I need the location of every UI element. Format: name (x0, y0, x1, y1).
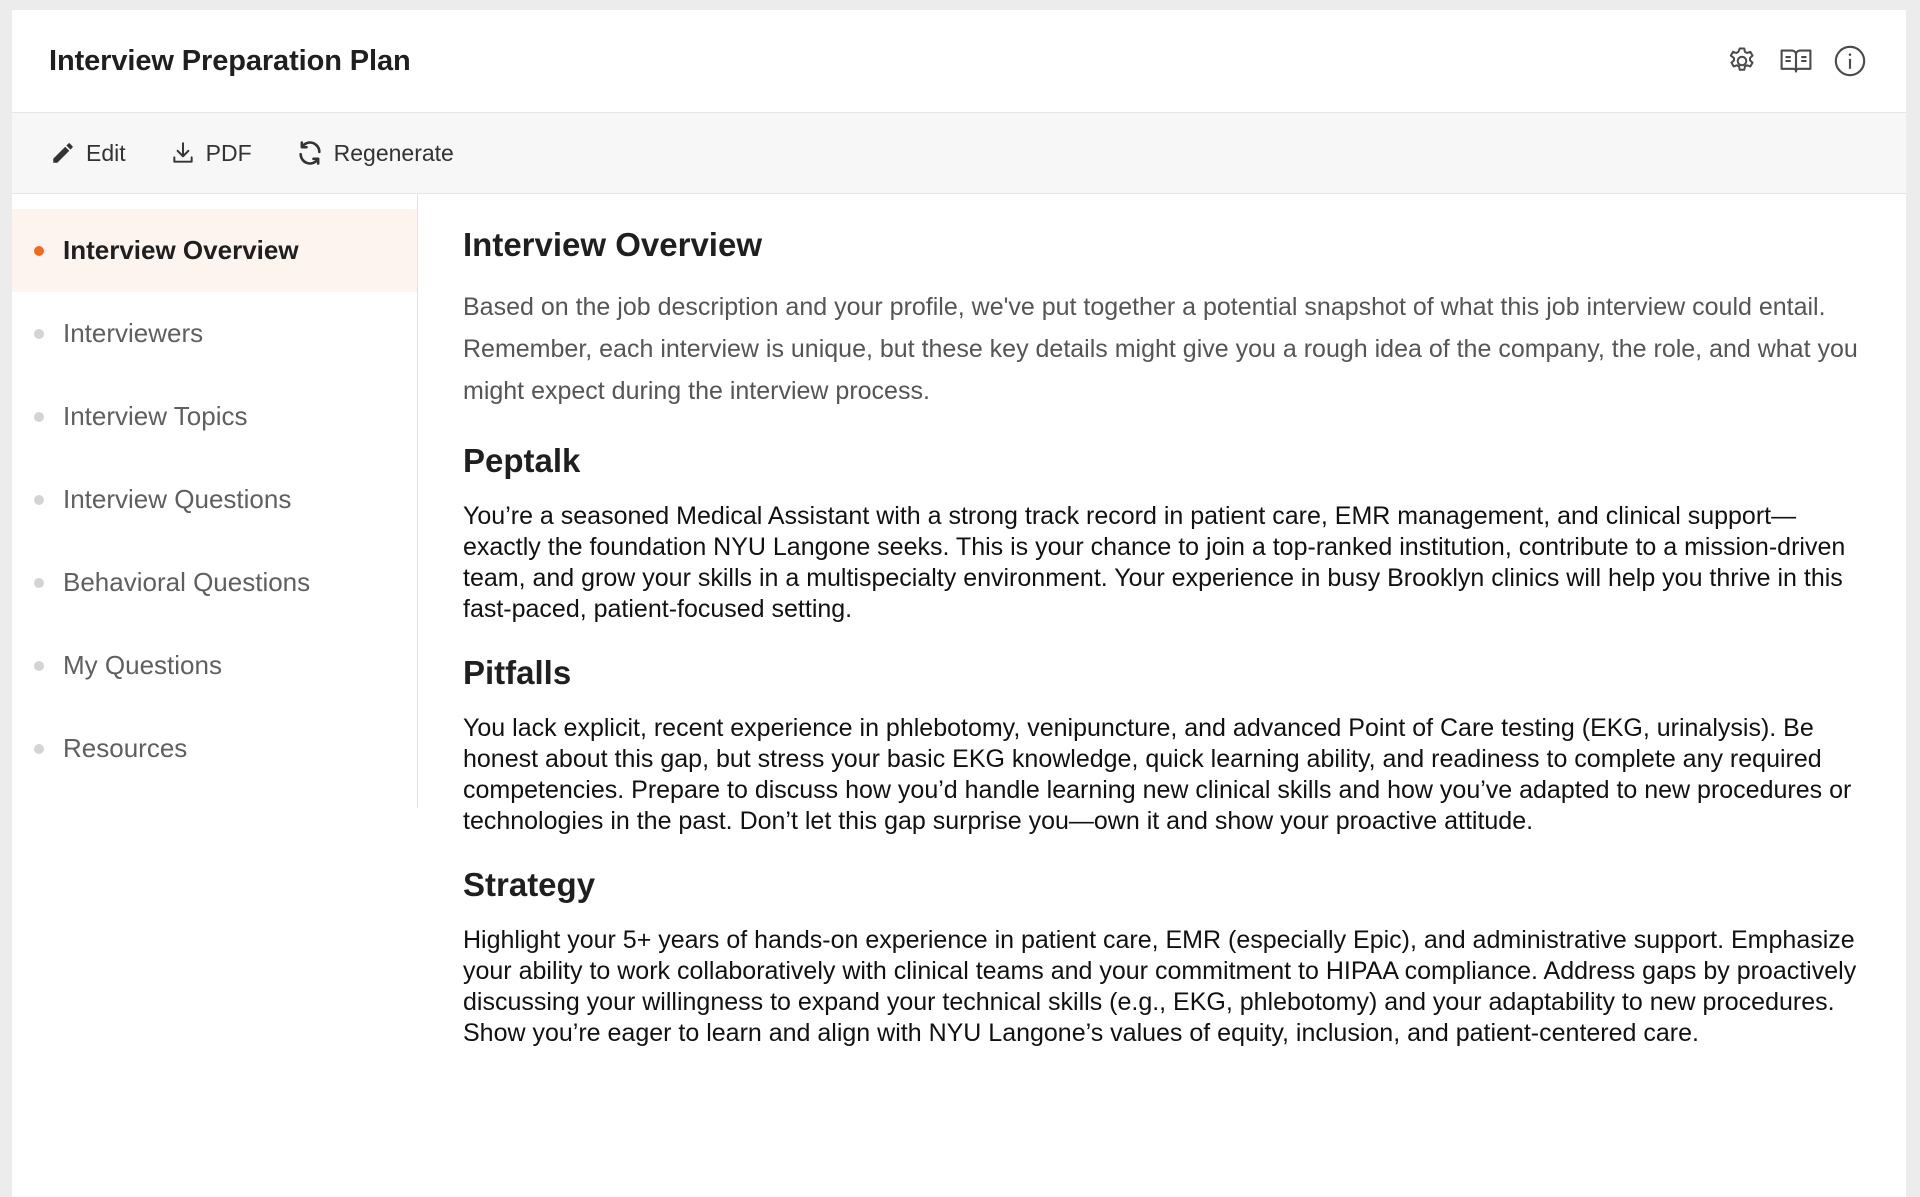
sidebar-item-interview-topics[interactable] (12, 375, 417, 458)
sidebar-item-label: Interviewers (63, 318, 204, 348)
sidebar-item-label: Interview Questions (63, 484, 292, 514)
sidebar-item-my-questions[interactable] (12, 624, 417, 707)
sidebar-item-interview-overview[interactable] (12, 209, 417, 292)
bullet-dot-icon (34, 246, 44, 256)
strategy-heading: Strategy (463, 866, 596, 903)
pdf-label: PDF (205, 139, 252, 166)
intro-text: Based on the job description and your profile, we've put together a potential snapshot of what this job interview could entail. Remember, each interview is unique, but these key details might give you a rough idea of the company, the role, and what you might expect during the interview process. (463, 293, 1858, 405)
sidebar-item-label: Interview Overview (63, 235, 299, 265)
header (12, 10, 1906, 113)
regenerate-button[interactable] (296, 139, 454, 167)
toolbar (12, 113, 1906, 194)
gear-icon[interactable] (1724, 43, 1760, 79)
main-content (418, 194, 1906, 1196)
peptalk-body: You’re a seasoned Medical Assistant with a strong track record in patient care, EMR management, and clinical support—exactly the foundation NYU Langone seeks. This is your chance to join a top-ranked institution, contribute to a mission-driven team, and grow your skills in a multispecialty environment. Your experience in busy Brooklyn clinics will help you thrive in this fast-paced, patient-focused setting. (463, 502, 1846, 623)
strategy-body: Highlight your 5+ years of hands-on experience in patient care, EMR (especially Epic), and administrative support. Emphasize your ability to work collaboratively with clinical teams and your commitment to HIPAA compliance. Address gaps by proactively discussing your willingness to expand your technical skills (e.g., EKG, phlebotomy) and your adaptability to new procedures. Show you’re eager to learn and align with NYU Langone’s values of equity, inclusion, and patient-centered care. (463, 926, 1857, 1047)
pencil-icon (50, 140, 76, 166)
body (12, 194, 1906, 1196)
sidebar-item-interviewers[interactable] (12, 292, 417, 375)
page-title: Interview Preparation Plan (49, 44, 411, 77)
edit-label: Edit (86, 139, 126, 166)
sidebar (12, 194, 418, 808)
sidebar-item-label: Behavioral Questions (63, 567, 311, 597)
bullet-dot-icon (34, 412, 44, 422)
header-icons (1724, 43, 1868, 79)
section-title: Interview Overview (463, 226, 762, 263)
edit-button[interactable] (50, 140, 126, 167)
info-icon[interactable] (1832, 43, 1868, 79)
sidebar-item-label: Resources (63, 733, 188, 763)
bullet-dot-icon (34, 495, 44, 505)
bullet-dot-icon (34, 744, 44, 754)
sidebar-item-interview-questions[interactable] (12, 458, 417, 541)
sidebar-item-behavioral-questions[interactable] (12, 541, 417, 624)
sidebar-item-label: Interview Topics (63, 401, 248, 431)
bullet-dot-icon (34, 661, 44, 671)
regenerate-label: Regenerate (333, 139, 454, 166)
bullet-dot-icon (34, 578, 44, 588)
sidebar-item-resources[interactable] (12, 707, 417, 790)
app-window (12, 10, 1906, 1197)
download-icon (170, 140, 196, 166)
book-icon[interactable] (1778, 43, 1814, 79)
sidebar-item-label: My Questions (63, 650, 222, 680)
pitfalls-body: You lack explicit, recent experience in phlebotomy, venipuncture, and advanced Point of Care testing (EKG, urinalysis). Be honest about this gap, but stress your basic EKG knowledge, quick learning ability, and readiness to complete any required competencies. Prepare to discuss how you’d handle learning new clinical skills and how you’ve adapted to new procedures or technologies in the past. Don’t let this gap surprise you—own it and show your proactive attitude. (463, 714, 1852, 835)
pitfalls-heading: Pitfalls (463, 654, 572, 691)
pdf-button[interactable] (170, 140, 252, 167)
refresh-icon (296, 139, 324, 167)
bullet-dot-icon (34, 329, 44, 339)
peptalk-heading: Peptalk (463, 442, 581, 479)
